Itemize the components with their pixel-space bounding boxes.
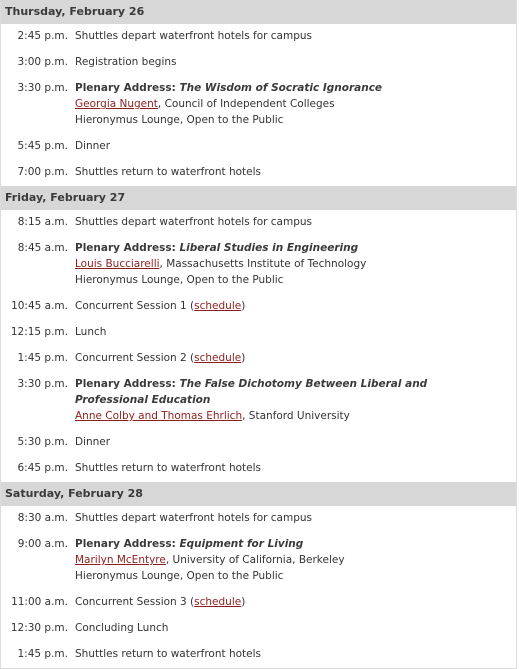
speaker-affiliation: , University of California, Berkeley <box>165 554 345 566</box>
plenary-heading <box>75 240 492 256</box>
schedule-row <box>1 430 516 456</box>
plenary-title: The False Dichotomy Between Liberal and Professional Education <box>75 378 428 406</box>
venue-line: Hieronymus Lounge, Open to the Public <box>75 114 284 126</box>
event-description: Shuttles depart waterfront hotels for campus <box>75 216 313 228</box>
event-time: 8:45 a.m. <box>17 242 68 254</box>
event-time: 12:30 p.m. <box>10 622 68 634</box>
speaker-affiliation: , Council of Independent Colleges <box>157 98 335 110</box>
schedule-row-plenary <box>1 532 516 590</box>
session-label: Concurrent Session 1 ( <box>75 300 195 312</box>
schedule-row <box>1 506 516 532</box>
event-time: 3:00 p.m. <box>17 56 68 68</box>
schedule-row <box>1 294 516 320</box>
session-label: Concurrent Session 2 ( <box>75 352 195 364</box>
day-header-saturday: Saturday, February 28 <box>1 482 516 506</box>
event-description: Lunch <box>75 326 107 338</box>
schedule-row <box>1 642 516 668</box>
plenary-event <box>75 80 516 128</box>
schedule-row-plenary <box>1 372 516 430</box>
event-description: Concluding Lunch <box>75 622 169 634</box>
event-time: 5:45 p.m. <box>17 140 68 152</box>
schedule-row <box>1 210 516 236</box>
session-paren: ) <box>241 596 246 608</box>
plenary-event <box>75 376 516 424</box>
plenary-title: The Wisdom of Socratic Ignorance <box>179 82 383 94</box>
event-description: Shuttles depart waterfront hotels for campus <box>75 30 313 42</box>
event-time: 1:45 p.m. <box>17 352 68 364</box>
schedule-row <box>1 616 516 642</box>
speaker-affiliation: , Massachusetts Institute of Technology <box>159 258 367 270</box>
speaker-affiliation: , Stanford University <box>242 410 350 422</box>
schedule-row <box>1 590 516 616</box>
event-time: 2:45 p.m. <box>17 30 68 42</box>
event-description: Shuttles depart waterfront hotels for campus <box>75 512 313 524</box>
plenary-heading <box>75 80 492 96</box>
plenary-event <box>75 240 516 288</box>
speaker-link[interactable]: Georgia Nugent <box>75 98 158 110</box>
event-description <box>75 350 516 366</box>
plenary-heading <box>75 536 492 552</box>
plenary-label: Plenary Address: <box>75 538 180 550</box>
schedule-row <box>1 320 516 346</box>
schedule-row <box>1 50 516 76</box>
event-time: 8:30 a.m. <box>17 512 68 524</box>
schedule-row <box>1 134 516 160</box>
event-time: 5:30 p.m. <box>17 436 68 448</box>
speaker-link[interactable]: Marilyn McEntyre <box>75 554 166 566</box>
day-header-thursday: Thursday, February 26 <box>1 0 516 24</box>
plenary-label: Plenary Address: <box>75 378 180 390</box>
schedule-link[interactable]: schedule <box>194 352 242 364</box>
schedule-row-plenary <box>1 236 516 294</box>
event-time: 3:30 p.m. <box>17 378 68 390</box>
speaker-line <box>75 256 492 272</box>
schedule-row <box>1 24 516 50</box>
event-time: 6:45 p.m. <box>17 462 68 474</box>
day-header-friday: Friday, February 27 <box>1 186 516 210</box>
event-time: 3:30 p.m. <box>17 82 68 94</box>
speaker-line <box>75 408 492 424</box>
event-time: 8:15 a.m. <box>17 216 68 228</box>
schedule-link[interactable]: schedule <box>194 596 242 608</box>
speaker-line <box>75 552 492 568</box>
plenary-label: Plenary Address: <box>75 242 180 254</box>
plenary-title: Equipment for Living <box>179 538 304 550</box>
session-paren: ) <box>241 300 246 312</box>
session-label: Concurrent Session 3 ( <box>75 596 195 608</box>
event-description: Shuttles return to waterfront hotels <box>75 166 261 178</box>
plenary-heading <box>75 376 492 408</box>
event-time: 1:45 p.m. <box>17 648 68 660</box>
plenary-title: Liberal Studies in Engineering <box>179 242 359 254</box>
event-time: 9:00 a.m. <box>17 538 68 550</box>
event-description: Registration begins <box>75 56 177 68</box>
schedule-row-plenary <box>1 76 516 134</box>
plenary-event <box>75 536 516 584</box>
event-description: Dinner <box>75 140 111 152</box>
event-time: 11:00 a.m. <box>11 596 68 608</box>
event-description: Dinner <box>75 436 111 448</box>
event-description: Shuttles return to waterfront hotels <box>75 462 261 474</box>
event-time: 7:00 p.m. <box>17 166 68 178</box>
session-paren: ) <box>241 352 246 364</box>
speaker-line <box>75 96 492 112</box>
speaker-link[interactable]: Louis Bucciarelli <box>75 258 160 270</box>
schedule-row <box>1 346 516 372</box>
event-time: 10:45 a.m. <box>11 300 68 312</box>
plenary-label: Plenary Address: <box>75 82 180 94</box>
event-time: 12:15 p.m. <box>10 326 68 338</box>
schedule-row <box>1 456 516 482</box>
venue-line: Hieronymus Lounge, Open to the Public <box>75 274 284 286</box>
schedule-row <box>1 160 516 186</box>
event-description <box>75 594 516 610</box>
schedule-link[interactable]: schedule <box>194 300 242 312</box>
event-description <box>75 298 516 314</box>
speaker-link[interactable]: Anne Colby and Thomas Ehrlich <box>75 410 243 422</box>
venue-line: Hieronymus Lounge, Open to the Public <box>75 570 284 582</box>
event-description: Shuttles return to waterfront hotels <box>75 648 261 660</box>
